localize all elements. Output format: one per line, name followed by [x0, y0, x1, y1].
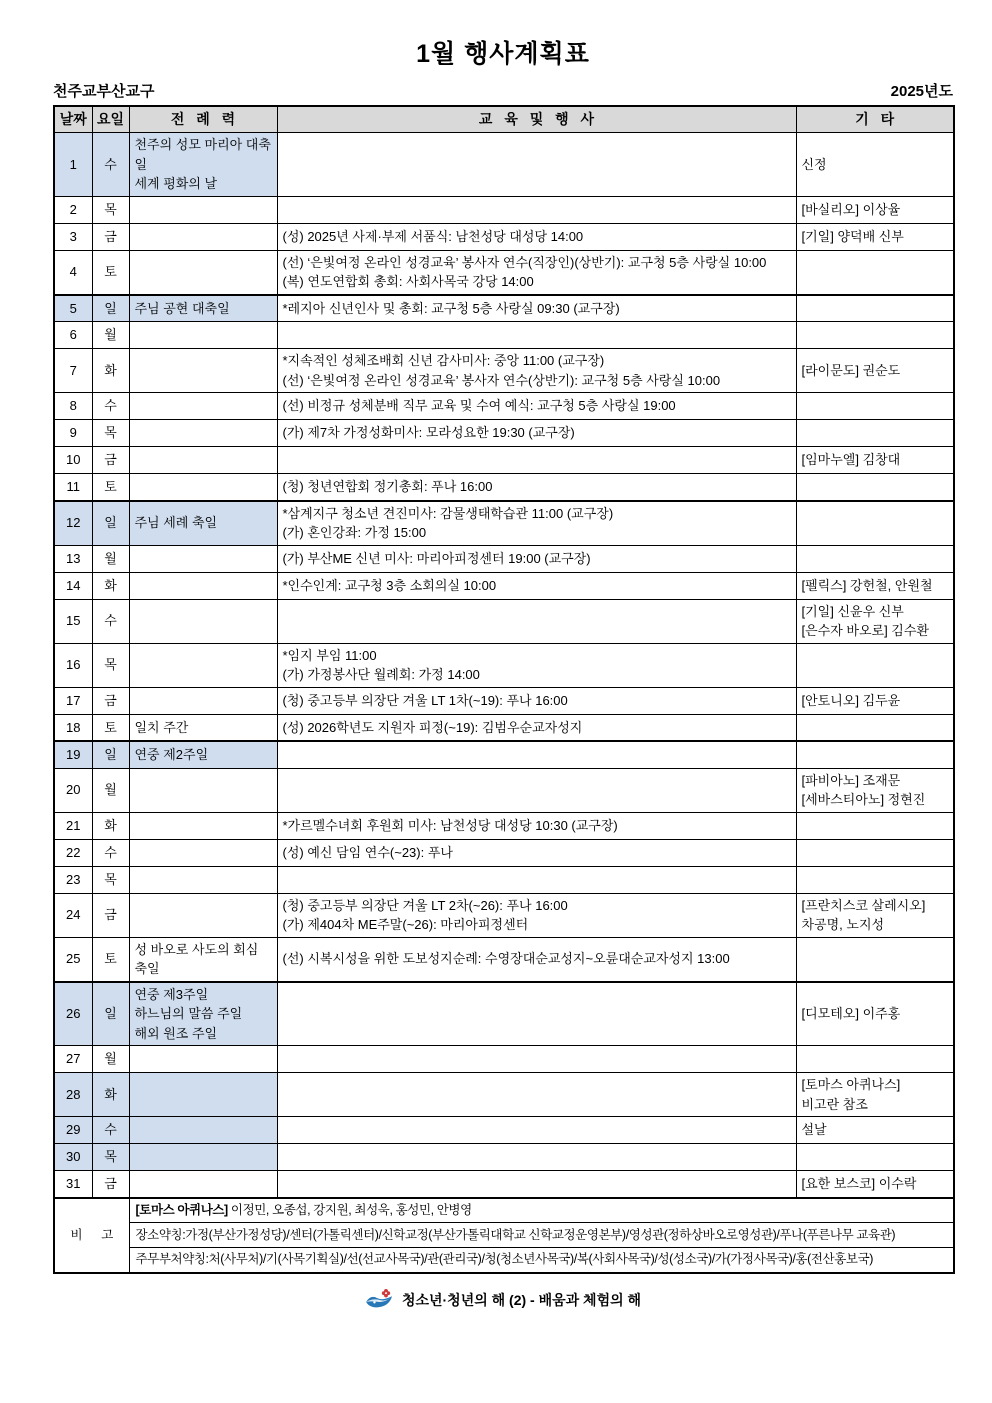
- etc-cell-line: [바실리오] 이상율: [801, 201, 901, 217]
- day-cell: 토: [92, 937, 129, 982]
- remarks-label: 비 고: [54, 1198, 129, 1273]
- table-row: [54, 741, 954, 768]
- table-row: [54, 866, 954, 893]
- table-row: [54, 349, 954, 393]
- day-cell: 화: [92, 572, 129, 599]
- date-cell: 20: [54, 768, 92, 812]
- date-cell: 25: [54, 937, 92, 982]
- etc-cell: [796, 250, 954, 295]
- meta-row: [53, 80, 953, 101]
- events-cell-line: (가) 부산ME 신년 미사: 마리아피정센터 19:00 (교구장): [282, 550, 591, 566]
- page-title: 1월 행사계획표: [416, 40, 590, 68]
- events-cell: [277, 572, 796, 599]
- day-cell: 금: [92, 687, 129, 714]
- events-cell: [277, 393, 796, 420]
- day-cell: 토: [92, 474, 129, 501]
- etc-cell: [796, 1171, 954, 1198]
- day-cell: 수: [92, 1117, 129, 1144]
- etc-cell: [796, 768, 954, 812]
- etc-cell-line: 비고란 참조: [801, 1096, 868, 1112]
- etc-cell-line: [펠릭스] 강헌철, 안원철: [801, 577, 933, 593]
- liturgy-cell: [129, 196, 277, 223]
- date-cell: 23: [54, 866, 92, 893]
- events-cell: [277, 133, 796, 197]
- table-row: [54, 768, 954, 812]
- etc-cell: [796, 501, 954, 546]
- date-cell: 7: [54, 349, 92, 393]
- etc-cell: [796, 714, 954, 741]
- table-row: [54, 501, 954, 546]
- etc-cell-line: [은수자 바오로] 김수환: [801, 623, 929, 638]
- remarks-line-departments: 주무부처약칭:처(사무처)/기(사목기획실)/선(선교사목국)/관(관리국)/청(청소년사목국)/복(사회사목국)/성(성소국)/가(가정사목국)/홍(전산홍보국): [129, 1248, 954, 1273]
- liturgy-cell-line: 성 바오로 사도의 회심 축일: [134, 941, 259, 976]
- liturgy-cell: [129, 545, 277, 572]
- liturgy-cell: [129, 1073, 277, 1117]
- etc-cell: [796, 1144, 954, 1171]
- events-cell-line: (가) 가정봉사단 월례회: 가정 14:00: [282, 667, 480, 682]
- liturgy-cell-line: 주님 공현 대축일: [134, 300, 230, 316]
- table-row: [54, 1144, 954, 1171]
- date-cell: 19: [54, 741, 92, 768]
- liturgy-cell: [129, 812, 277, 839]
- events-cell: [277, 687, 796, 714]
- etc-cell: [796, 982, 954, 1046]
- events-cell: [277, 420, 796, 447]
- year-label: 2025년도: [890, 83, 953, 100]
- events-cell: [277, 714, 796, 741]
- table-row: [54, 295, 954, 322]
- footer-slogan: 청소년·청년의 해 (2) - 배움과 체험의 해: [401, 1291, 642, 1308]
- table-row: [54, 1117, 954, 1144]
- events-cell-line: *지속적인 성체조배회 신년 감사미사: 중앙 11:00 (교구장): [282, 353, 605, 368]
- date-cell: 14: [54, 572, 92, 599]
- day-cell: 월: [92, 768, 129, 812]
- events-cell: [277, 1117, 796, 1144]
- date-cell: 12: [54, 501, 92, 546]
- etc-cell: [796, 812, 954, 839]
- liturgy-cell: [129, 687, 277, 714]
- events-cell: [277, 893, 796, 937]
- remarks-line-places: 장소약칭:가정(부산가정성당)/센터(가톨릭센터)/신학교정(부산가톨릭대학교 신학교정운영본부)/영성관(정하상바오로영성관)/푸나(푸른나무 교육관): [129, 1223, 954, 1248]
- day-cell: 토: [92, 250, 129, 295]
- date-cell: 31: [54, 1171, 92, 1198]
- day-cell: 일: [92, 982, 129, 1046]
- etc-cell: [796, 223, 954, 250]
- date-cell: 9: [54, 420, 92, 447]
- events-cell: [277, 447, 796, 474]
- liturgy-cell: [129, 295, 277, 322]
- schedule-body: [54, 133, 954, 1198]
- etc-cell: [796, 545, 954, 572]
- date-cell: 11: [54, 474, 92, 501]
- events-cell-line: *삼계지구 청소년 견진미사: 감물생태학습관 11:00 (교구장): [282, 505, 614, 521]
- etc-cell-line: [파비아노] 조재문: [801, 772, 901, 788]
- liturgy-cell: [129, 893, 277, 937]
- etc-cell-line: [토마스 아퀴나스]: [801, 1077, 901, 1092]
- liturgy-cell: [129, 393, 277, 420]
- date-cell: 16: [54, 643, 92, 687]
- date-cell: 13: [54, 545, 92, 572]
- events-cell: [277, 643, 796, 687]
- liturgy-cell-line: 주님 세례 축일: [134, 515, 218, 531]
- date-cell: 28: [54, 1073, 92, 1117]
- day-cell: 목: [92, 643, 129, 687]
- events-cell-line: (선) 시복시성을 위한 도보성지순례: 수영장대순교성지~오륜대순교자성지 13:00: [282, 951, 730, 967]
- table-row: [54, 937, 954, 982]
- table-row: [54, 474, 954, 501]
- events-cell-line: (가) 제7차 가정성화미사: 모라성요한 19:30 (교구장): [282, 425, 575, 441]
- etc-cell: [796, 447, 954, 474]
- date-cell: 5: [54, 295, 92, 322]
- table-row: [54, 982, 954, 1046]
- events-cell: [277, 196, 796, 223]
- etc-cell: [796, 1073, 954, 1117]
- table-row: [54, 1073, 954, 1117]
- day-cell: 화: [92, 1073, 129, 1117]
- liturgy-cell: [129, 714, 277, 741]
- liturgy-cell-line: 연중 제2주일: [134, 747, 209, 762]
- date-cell: 10: [54, 447, 92, 474]
- etc-cell: [796, 420, 954, 447]
- etc-cell-line: [임마누엘] 김창대: [801, 452, 901, 468]
- day-cell: 화: [92, 812, 129, 839]
- day-cell: 금: [92, 447, 129, 474]
- liturgy-cell: [129, 1171, 277, 1198]
- etc-cell: [796, 349, 954, 393]
- liturgy-cell-line: 세계 평화의 날: [134, 176, 218, 191]
- etc-cell-line: [세바스티아노] 정현진: [801, 792, 926, 807]
- liturgy-cell: [129, 599, 277, 643]
- date-cell: 26: [54, 982, 92, 1046]
- events-cell-line: *인수인계: 교구청 3층 소회의실 10:00: [282, 577, 497, 593]
- table-row: [54, 1046, 954, 1073]
- remarks-row: [54, 1198, 954, 1223]
- events-cell: [277, 295, 796, 322]
- day-cell: 토: [92, 714, 129, 741]
- etc-cell-line: [기일] 양덕배 신부: [801, 228, 904, 244]
- liturgy-cell: [129, 839, 277, 866]
- events-cell-line: (청) 중고등부 의장단 겨울 LT 2차(~26): 푸나 16:00: [282, 897, 568, 913]
- etc-cell: [796, 741, 954, 768]
- header-liturgy: 전 례 력: [129, 106, 277, 133]
- etc-cell-line: 신정: [801, 156, 827, 172]
- table-row: [54, 250, 954, 295]
- events-cell: [277, 982, 796, 1046]
- events-cell-line: (성) 2026학년도 지원자 피정(~19): 김범우순교자성지: [282, 719, 583, 735]
- day-cell: 화: [92, 349, 129, 393]
- table-row: [54, 545, 954, 572]
- etc-cell: [796, 893, 954, 937]
- etc-cell: [796, 687, 954, 714]
- events-cell-line: *임지 부임 11:00: [282, 647, 377, 663]
- table-row: [54, 420, 954, 447]
- remarks-thomas-names: 이정민, 오종섭, 강지원, 최성욱, 홍성민, 안병영: [230, 1202, 472, 1217]
- events-cell: [277, 349, 796, 393]
- day-cell: 일: [92, 295, 129, 322]
- liturgy-cell-line: 천주의 성모 마리아 대축일: [134, 137, 271, 172]
- day-cell: 수: [92, 839, 129, 866]
- liturgy-cell-line: 일치 주간: [134, 719, 189, 735]
- events-cell: [277, 741, 796, 768]
- day-cell: 일: [92, 501, 129, 546]
- events-cell: [277, 839, 796, 866]
- etc-cell-line: 차공명, 노지성: [801, 917, 885, 932]
- liturgy-cell: [129, 349, 277, 393]
- etc-cell: [796, 866, 954, 893]
- liturgy-cell: [129, 866, 277, 893]
- events-cell-line: (선) 비정규 성체분배 직무 교육 및 수여 예식: 교구청 5층 사랑실 19:00: [282, 398, 676, 414]
- liturgy-cell-line: 해외 원조 주일: [134, 1025, 218, 1041]
- table-row: [54, 322, 954, 349]
- liturgy-cell: [129, 741, 277, 768]
- etc-cell: [796, 1117, 954, 1144]
- date-cell: 8: [54, 393, 92, 420]
- events-cell-line: (복) 연도연합회 총회: 사회사목국 강당 14:00: [282, 274, 534, 289]
- events-cell-line: (가) 혼인강좌: 가정 15:00: [282, 525, 427, 540]
- events-cell: [277, 545, 796, 572]
- events-cell-line: (가) 제404차 ME주말(~26): 마리아피정센터: [282, 917, 529, 932]
- header-etc: 기 타: [796, 106, 954, 133]
- liturgy-cell: [129, 420, 277, 447]
- events-cell: [277, 501, 796, 546]
- events-cell-line: (청) 중고등부 의장단 겨울 LT 1차(~19): 푸나 16:00: [282, 692, 568, 708]
- day-cell: 목: [92, 866, 129, 893]
- events-cell: [277, 768, 796, 812]
- events-cell: [277, 1046, 796, 1073]
- day-cell: 수: [92, 133, 129, 197]
- liturgy-cell: [129, 250, 277, 295]
- etc-cell: [796, 133, 954, 197]
- events-cell: [277, 250, 796, 295]
- liturgy-cell: [129, 1046, 277, 1073]
- etc-cell-line: [라이문도] 권순도: [801, 362, 901, 378]
- etc-cell: [796, 196, 954, 223]
- table-row: [54, 1171, 954, 1198]
- etc-cell: [796, 572, 954, 599]
- table-row: [54, 133, 954, 197]
- table-row: [54, 196, 954, 223]
- remarks-row: [54, 1223, 954, 1248]
- table-row: [54, 643, 954, 687]
- table-row: [54, 223, 954, 250]
- etc-cell-line: 설날: [801, 1122, 827, 1138]
- day-cell: 월: [92, 1046, 129, 1073]
- etc-cell-line: [요한 보스코] 이수락: [801, 1176, 917, 1191]
- day-cell: 월: [92, 322, 129, 349]
- events-cell: [277, 937, 796, 982]
- etc-cell: [796, 474, 954, 501]
- table-row: [54, 572, 954, 599]
- etc-cell: [796, 599, 954, 643]
- header-events: 교 육 및 행 사: [277, 106, 796, 133]
- table-row: [54, 812, 954, 839]
- events-cell: [277, 1073, 796, 1117]
- day-cell: 금: [92, 1171, 129, 1198]
- day-cell: 목: [92, 196, 129, 223]
- events-cell: [277, 866, 796, 893]
- day-cell: 일: [92, 741, 129, 768]
- table-row: [54, 839, 954, 866]
- liturgy-cell: [129, 474, 277, 501]
- logo-red-cross: [382, 1289, 390, 1297]
- diocese-logo-icon: [365, 1288, 395, 1312]
- etc-cell: [796, 937, 954, 982]
- liturgy-cell: [129, 643, 277, 687]
- remarks-line-thomas: [129, 1198, 954, 1223]
- header-day: 요일: [92, 106, 129, 133]
- date-cell: 15: [54, 599, 92, 643]
- events-cell: [277, 1144, 796, 1171]
- etc-cell: [796, 322, 954, 349]
- events-cell: [277, 223, 796, 250]
- liturgy-cell: [129, 937, 277, 982]
- table-header: [54, 106, 954, 133]
- events-cell: [277, 812, 796, 839]
- etc-cell: [796, 393, 954, 420]
- day-cell: 수: [92, 393, 129, 420]
- table-row: [54, 687, 954, 714]
- schedule-table: [53, 105, 955, 1274]
- liturgy-cell: [129, 572, 277, 599]
- remarks-section: [54, 1198, 954, 1273]
- date-cell: 2: [54, 196, 92, 223]
- date-cell: 22: [54, 839, 92, 866]
- liturgy-cell-line: 연중 제3주일: [134, 986, 209, 1002]
- liturgy-cell: [129, 982, 277, 1046]
- liturgy-cell: [129, 1144, 277, 1171]
- day-cell: 월: [92, 545, 129, 572]
- day-cell: 목: [92, 420, 129, 447]
- table-row: [54, 893, 954, 937]
- table-row: [54, 599, 954, 643]
- date-cell: 27: [54, 1046, 92, 1073]
- date-cell: 1: [54, 133, 92, 197]
- date-cell: 29: [54, 1117, 92, 1144]
- events-cell-line: (성) 2025년 사제·부제 서품식: 남천성당 대성당 14:00: [282, 228, 584, 244]
- events-cell-line: (선) ‘은빛여정 온라인 성경교육’ 봉사자 연수(상반기): 교구청 5층 사랑실 10:00: [282, 372, 721, 388]
- day-cell: 수: [92, 599, 129, 643]
- day-cell: 금: [92, 223, 129, 250]
- events-cell-line: (청) 청년연합회 정기총회: 푸나 16:00: [282, 479, 493, 494]
- events-cell: [277, 322, 796, 349]
- events-cell: [277, 1171, 796, 1198]
- liturgy-cell: [129, 768, 277, 812]
- events-cell: [277, 474, 796, 501]
- liturgy-cell: [129, 501, 277, 546]
- date-cell: 30: [54, 1144, 92, 1171]
- liturgy-cell: [129, 322, 277, 349]
- table-row: [54, 714, 954, 741]
- date-cell: 24: [54, 893, 92, 937]
- etc-cell-line: [디모테오] 이주홍: [801, 1006, 901, 1021]
- events-cell: [277, 599, 796, 643]
- etc-cell: [796, 839, 954, 866]
- liturgy-cell-line: 하느님의 말씀 주일: [134, 1006, 243, 1021]
- liturgy-cell: [129, 133, 277, 197]
- date-cell: 6: [54, 322, 92, 349]
- date-cell: 17: [54, 687, 92, 714]
- etc-cell: [796, 295, 954, 322]
- date-cell: 4: [54, 250, 92, 295]
- events-cell-line: (선) ‘은빛여정 온라인 성경교육’ 봉사자 연수(직장인)(상반기): 교구청 5층 사랑실 10:00: [282, 254, 767, 270]
- etc-cell: [796, 1046, 954, 1073]
- day-cell: 금: [92, 893, 129, 937]
- date-cell: 3: [54, 223, 92, 250]
- page-footer: [53, 1288, 953, 1312]
- liturgy-cell: [129, 223, 277, 250]
- etc-cell-line: [프란치스코 살레시오]: [801, 897, 926, 913]
- events-cell-line: *가르멜수녀회 후원회 미사: 남천성당 대성당 10:30 (교구장): [282, 817, 618, 833]
- day-cell: 목: [92, 1144, 129, 1171]
- liturgy-cell: [129, 447, 277, 474]
- liturgy-cell: [129, 1117, 277, 1144]
- remarks-row: [54, 1248, 954, 1273]
- table-row: [54, 447, 954, 474]
- etc-cell-line: [기일] 신윤우 신부: [801, 603, 904, 619]
- etc-cell: [796, 643, 954, 687]
- diocese-name: 천주교부산교구: [53, 83, 155, 100]
- events-cell-line: (성) 예신 담임 연수(~23): 푸나: [282, 844, 453, 860]
- date-cell: 18: [54, 714, 92, 741]
- date-cell: 21: [54, 812, 92, 839]
- events-cell-line: *레지아 신년인사 및 총회: 교구청 5층 사랑실 09:30 (교구장): [282, 300, 620, 316]
- table-row: [54, 393, 954, 420]
- header-date: 날짜: [54, 106, 92, 133]
- remarks-thomas-title: [토마스 아퀴나스]: [135, 1202, 228, 1217]
- etc-cell-line: [안토니오] 김두윤: [801, 692, 901, 708]
